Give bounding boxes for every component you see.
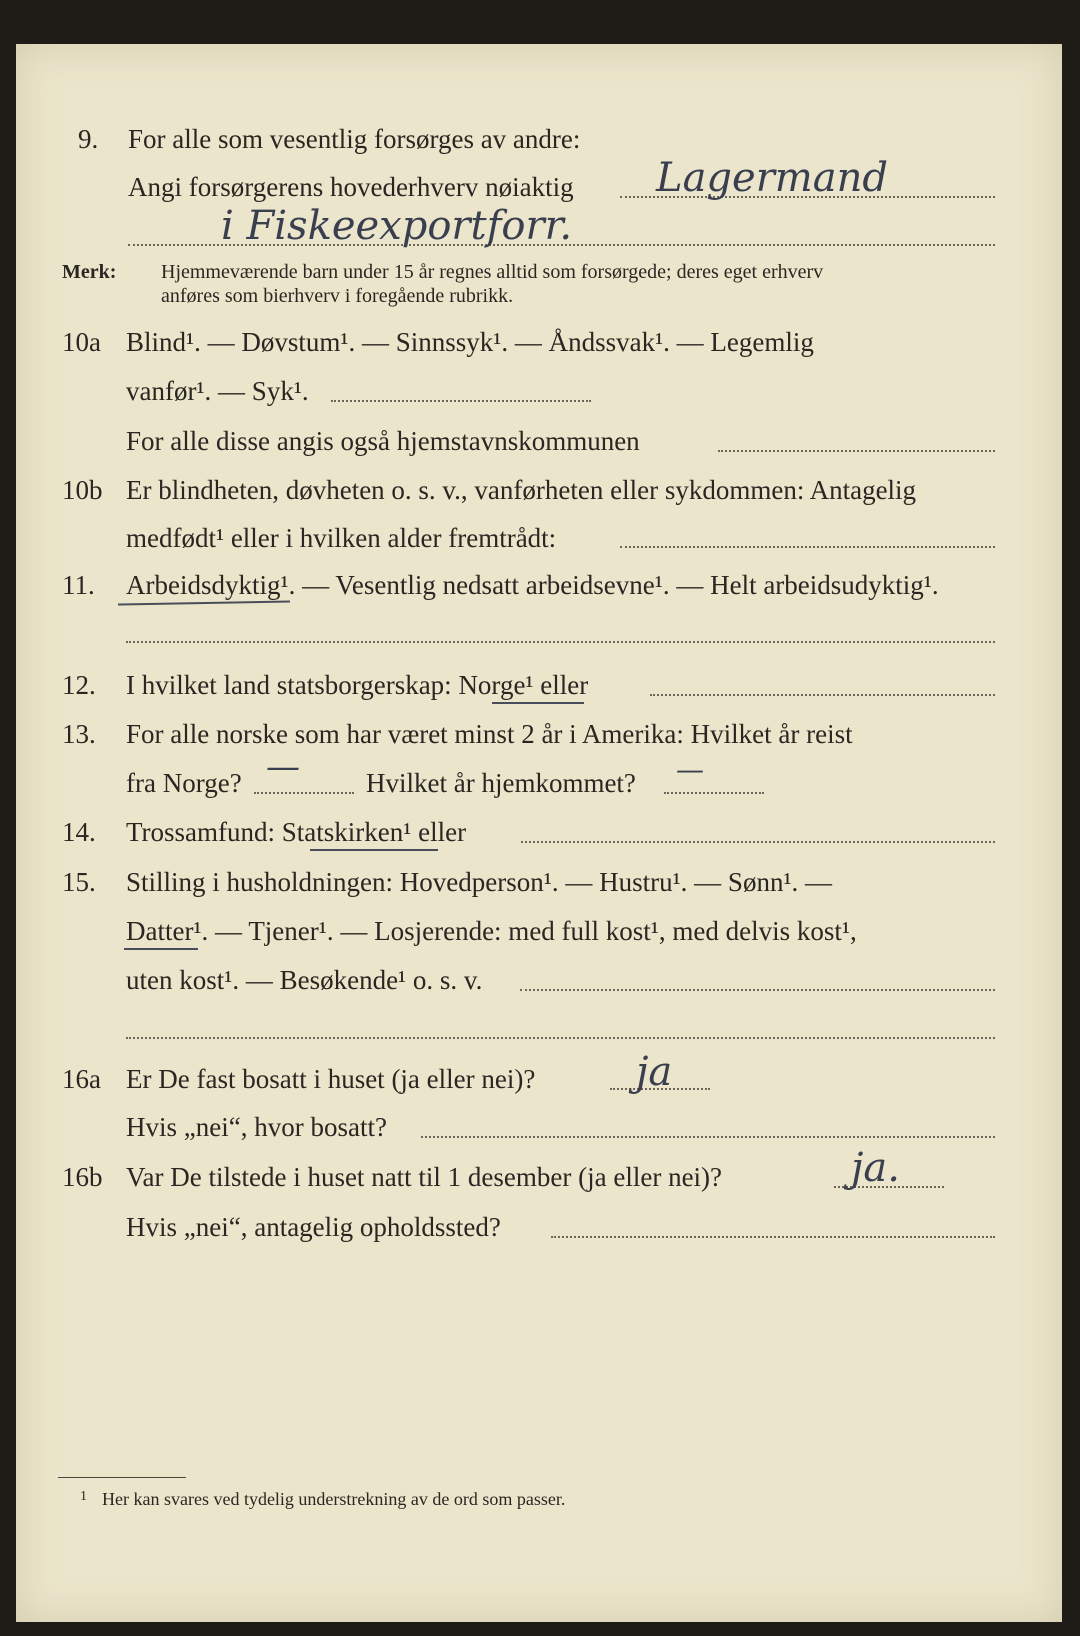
q13-line-1: For alle norske som har været minst 2 år i Amerika: Hvilket år reist [126,719,853,749]
q10a-line-2: vanfør¹. — Syk¹. [126,376,309,406]
q10b-line-1: Er blindheten, døvheten o. s. v., vanførheten eller sykdommen: Antagelig [126,475,917,505]
q13-line-2b: Hvilket år hjemkommet? [366,768,636,798]
q10b-answer-line [620,546,995,548]
q13-line-2a: fra Norge? [126,768,242,798]
q10b-number: 10b [62,475,103,505]
q10a-line-3: For alle disse angis også hjemstavnskommunen [126,426,640,456]
q13-handwritten-dash-1: — [266,747,300,787]
q15-line-1: Stilling i husholdningen: Hovedperson¹. — Hustru¹. — Sønn¹. — [126,867,833,897]
census-form-page [16,44,1062,1622]
q16b-number: 16b [62,1162,103,1192]
q15-underline-datter [124,948,198,950]
q11-line-1: Arbeidsdyktig¹. — Vesentlig nedsatt arbeidsevne¹. — Helt arbeidsudyktig¹. [126,570,939,600]
q15-line-2: Datter¹. — Tjener¹. — Losjerende: med full kost¹, med delvis kost¹, [126,916,857,946]
q16a-line-1: Er De fast bosatt i huset (ja eller nei)? [126,1064,536,1094]
q16a-number: 16a [62,1064,101,1094]
footnote-separator [58,1477,186,1478]
q16a-line-2: Hvis „nei“, hvor bosatt? [126,1112,387,1142]
q15-answer-line-2 [126,1037,995,1039]
footnote-mark: 1 [80,1489,87,1504]
q12-number: 12. [62,670,96,700]
q15-answer-line-1 [520,989,995,991]
q9-number: 9. [78,124,99,154]
q13-year-returned-line [664,792,764,794]
q10a-number: 10a [62,327,101,357]
q13-year-left-line [254,792,354,794]
q9-line-2: Angi forsørgerens hovederhverv nøiaktig [128,172,574,202]
q9-handwritten-occupation: Lagermand [656,155,888,201]
q9-handwritten-employer: i Fiskeexportforr. [221,203,573,249]
q14-underline-statskirken [310,849,438,851]
q13-handwritten-dash-2: — [676,753,704,786]
q16b-line-1: Var De tilstede i huset natt til 1 desember (ja eller nei)? [126,1162,723,1192]
q11-answer-line [126,641,995,643]
footnote-text: Her kan svares ved tydelig understrekning av de ord som passer. [102,1489,566,1509]
q13-number: 13. [62,719,96,749]
q10a-answer-line [331,400,591,402]
q9-line-1: For alle som vesentlig forsørges av andre: [128,124,581,154]
q11-underline-arbeidsdyktig [118,600,290,605]
q14-line-1: Trossamfund: Statskirken¹ eller [126,817,467,847]
q14-number: 14. [62,817,96,847]
q15-number: 15. [62,867,96,897]
q16a-residence-line [421,1136,995,1138]
q10a-home-municipality-line [718,450,995,452]
q16b-whereabouts-line [551,1236,995,1238]
q12-answer-line [650,694,995,696]
merk-line-2: anføres som bierhverv i foregående rubrikk. [161,285,514,307]
merk-label: Merk: [62,261,117,283]
q16a-handwritten-ja: ja [636,1049,673,1095]
q16b-handwritten-ja: ja. [851,1145,900,1191]
q14-answer-line [521,841,995,843]
q15-line-3: uten kost¹. — Besøkende¹ o. s. v. [126,965,483,995]
q10a-line-1: Blind¹. — Døvstum¹. — Sinnssyk¹. — Åndssvak¹. — Legemlig [126,327,814,357]
q16b-line-2: Hvis „nei“, antagelig opholdssted? [126,1212,501,1242]
q12-underline-norge [492,702,584,704]
q12-line-1: I hvilket land statsborgerskap: Norge¹ eller [126,670,589,700]
merk-line-1: Hjemmeværende barn under 15 år regnes alltid som forsørgede; deres eget erhverv [161,261,824,283]
q10b-line-2: medfødt¹ eller i hvilken alder fremtrådt: [126,523,557,553]
q11-number: 11. [62,570,95,600]
